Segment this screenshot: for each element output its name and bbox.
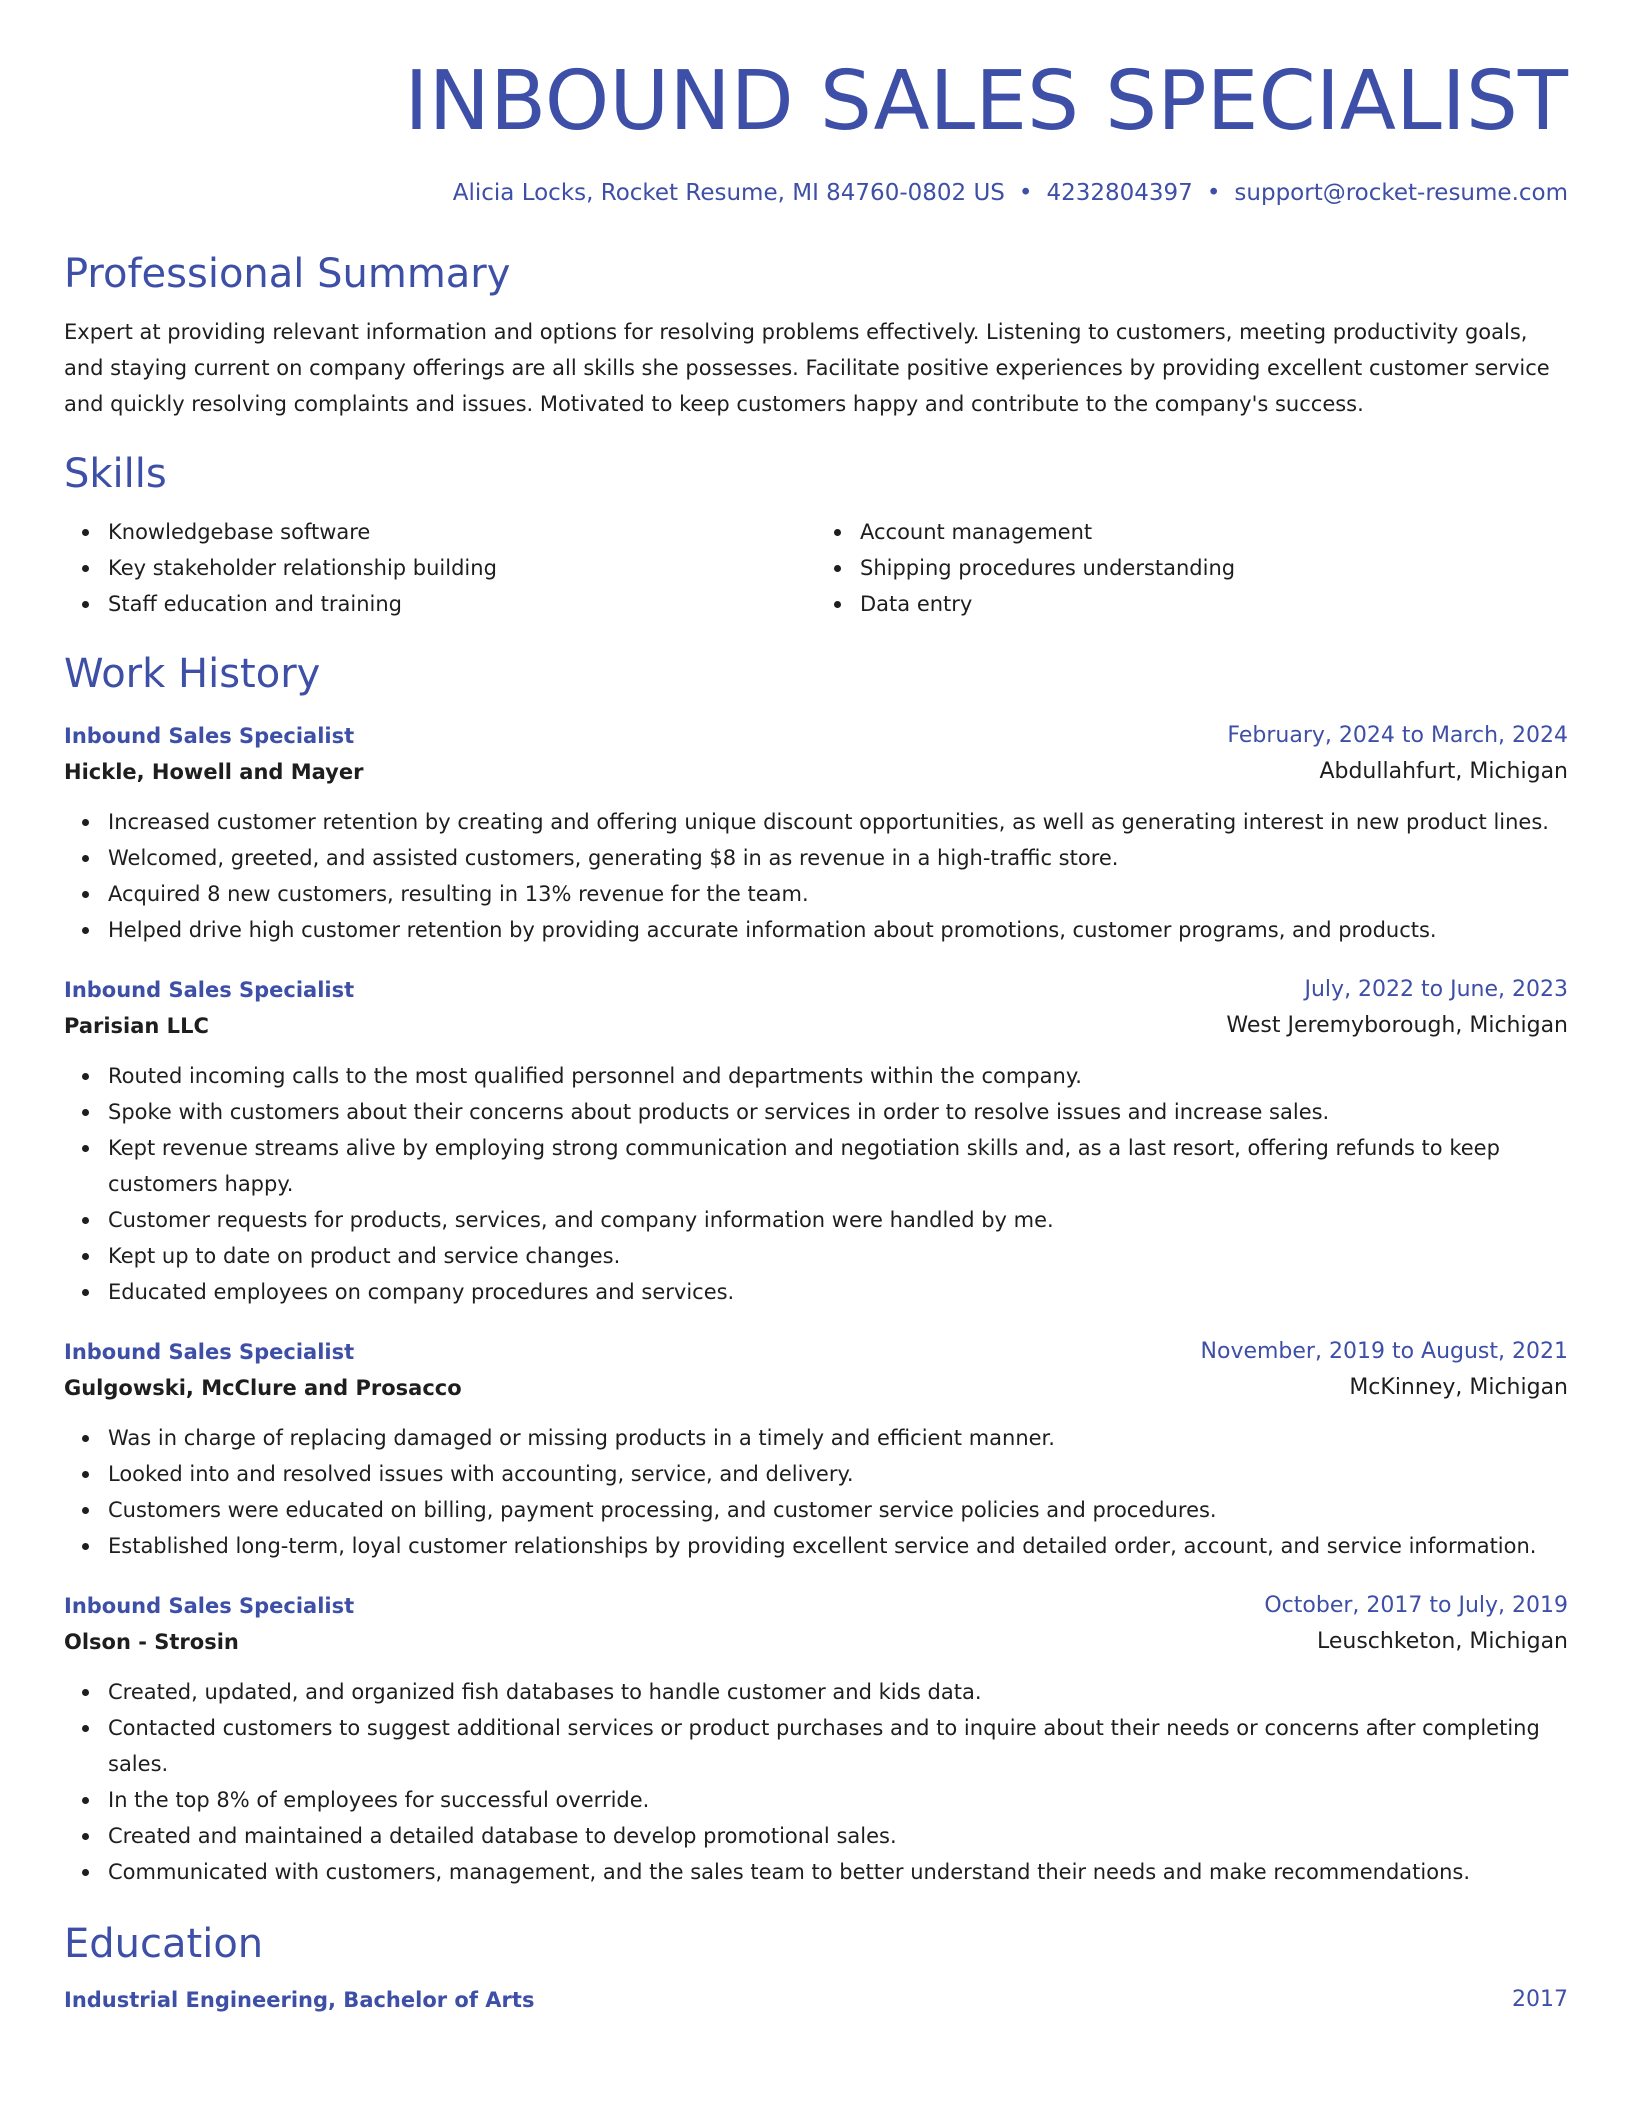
skill-item: Data entry: [860, 586, 1568, 622]
education-year: 2017: [1512, 1987, 1568, 2012]
contact-email[interactable]: support@rocket-resume.com: [1234, 180, 1568, 206]
job-bullet: Customer requests for products, services, and company information were handled by me.: [108, 1202, 1568, 1238]
job-header: [64, 1588, 1568, 1624]
job-bullet: Established long-term, loyal customer relationships by providing excellent service and detailed order, account, and service information.: [108, 1528, 1568, 1564]
skills-column-right: [816, 514, 1568, 622]
skill-item: Key stakeholder relationship building: [108, 550, 816, 586]
job-entry: [64, 1588, 1568, 1890]
job-subheader: [64, 1624, 1568, 1660]
education-heading: Education: [64, 1921, 264, 1967]
contact-separator: •: [1206, 180, 1221, 206]
skill-item: Staff education and training: [108, 586, 816, 622]
job-entry: [64, 972, 1568, 1310]
job-dates: November, 2019 to August, 2021: [1200, 1339, 1568, 1364]
job-bullet: Contacted customers to suggest additional services or product purchases and to inquire about their needs or concerns after completing sales.: [108, 1710, 1568, 1782]
job-header: [64, 972, 1568, 1008]
summary-text: Expert at providing relevant information and options for resolving problems effectively. Listening to customers, meeting productivity goals, and staying current on company offerings are all skills she possesses. Facilitate positive experiences by providing excellent customer service and quickly resolving complaints and issues. Motivated to keep customers happy and contribute to the company's success.: [64, 320, 1550, 416]
job-location: Abdullahfurt, Michigan: [1319, 759, 1568, 784]
resume-title: INBOUND SALES SPECIALIST: [404, 54, 1568, 149]
job-bullets: [64, 1674, 1568, 1890]
job-company: Olson - Strosin: [64, 1630, 239, 1654]
skills-heading: Skills: [64, 451, 167, 497]
job-dates: February, 2024 to March, 2024: [1227, 723, 1568, 748]
job-title: Inbound Sales Specialist: [64, 1340, 355, 1364]
job-subheader: [64, 1008, 1568, 1044]
skill-item: Shipping procedures understanding: [860, 550, 1568, 586]
job-bullet: Was in charge of replacing damaged or missing products in a timely and efficient manner.: [108, 1420, 1568, 1456]
job-bullet: Welcomed, greeted, and assisted customers, generating $8 in as revenue in a high-traffic store.: [108, 840, 1568, 876]
job-header: [64, 1334, 1568, 1370]
education-entry: [64, 1982, 1568, 2018]
job-bullet: Kept up to date on product and service changes.: [108, 1238, 1568, 1274]
job-bullet: Kept revenue streams alive by employing strong communication and negotiation skills and, as a last resort, offering refunds to keep customers happy.: [108, 1130, 1568, 1202]
job-subheader: [64, 1370, 1568, 1406]
job-dates: July, 2022 to June, 2023: [1304, 977, 1568, 1002]
skill-item: Account management: [860, 514, 1568, 550]
job-bullets: [64, 804, 1568, 948]
job-entry: [64, 718, 1568, 948]
job-company: Parisian LLC: [64, 1014, 209, 1038]
job-entry: [64, 1334, 1568, 1564]
job-bullet: Customers were educated on billing, payment processing, and customer service policies and procedures.: [108, 1492, 1568, 1528]
job-bullet: Routed incoming calls to the most qualified personnel and departments within the company.: [108, 1058, 1568, 1094]
contact-phone: 4232804397: [1046, 180, 1193, 206]
summary-heading: Professional Summary: [64, 251, 511, 297]
job-subheader: [64, 754, 1568, 790]
job-location: McKinney, Michigan: [1349, 1375, 1568, 1400]
job-header: [64, 718, 1568, 754]
job-title: Inbound Sales Specialist: [64, 724, 355, 748]
job-location: Leuschketon, Michigan: [1317, 1629, 1568, 1654]
education-degree: Industrial Engineering, Bachelor of Arts: [64, 1988, 535, 2012]
contact-separator: •: [1018, 180, 1033, 206]
job-location: West Jeremyborough, Michigan: [1226, 1013, 1568, 1038]
job-company: Gulgowski, McClure and Prosacco: [64, 1376, 462, 1400]
work-history-heading: Work History: [64, 651, 321, 697]
job-bullet: Increased customer retention by creating and offering unique discount opportunities, as well as generating interest in new product lines.: [108, 804, 1568, 840]
job-dates: October, 2017 to July, 2019: [1264, 1593, 1568, 1618]
job-bullets: [64, 1420, 1568, 1564]
skill-item: Knowledgebase software: [108, 514, 816, 550]
job-bullet: Educated employees on company procedures and services.: [108, 1274, 1568, 1310]
job-bullets: [64, 1058, 1568, 1310]
job-bullet: Created, updated, and organized fish databases to handle customer and kids data.: [108, 1674, 1568, 1710]
contact-address: Alicia Locks, Rocket Resume, MI 84760-0802 US: [452, 180, 1005, 206]
job-bullet: Communicated with customers, management, and the sales team to better understand their needs and make recommendations.: [108, 1854, 1568, 1890]
job-company: Hickle, Howell and Mayer: [64, 760, 364, 784]
job-title: Inbound Sales Specialist: [64, 1594, 355, 1618]
contact-line: [64, 178, 1568, 208]
job-bullet: In the top 8% of employees for successful override.: [108, 1782, 1568, 1818]
job-title: Inbound Sales Specialist: [64, 978, 355, 1002]
job-bullet: Looked into and resolved issues with accounting, service, and delivery.: [108, 1456, 1568, 1492]
skills-column-left: [64, 514, 816, 622]
job-bullet: Spoke with customers about their concerns about products or services in order to resolve issues and increase sales.: [108, 1094, 1568, 1130]
job-bullet: Acquired 8 new customers, resulting in 13% revenue for the team.: [108, 876, 1568, 912]
job-bullet: Helped drive high customer retention by providing accurate information about promotions, customer programs, and products.: [108, 912, 1568, 948]
job-bullet: Created and maintained a detailed database to develop promotional sales.: [108, 1818, 1568, 1854]
skills-list: [64, 514, 1568, 622]
